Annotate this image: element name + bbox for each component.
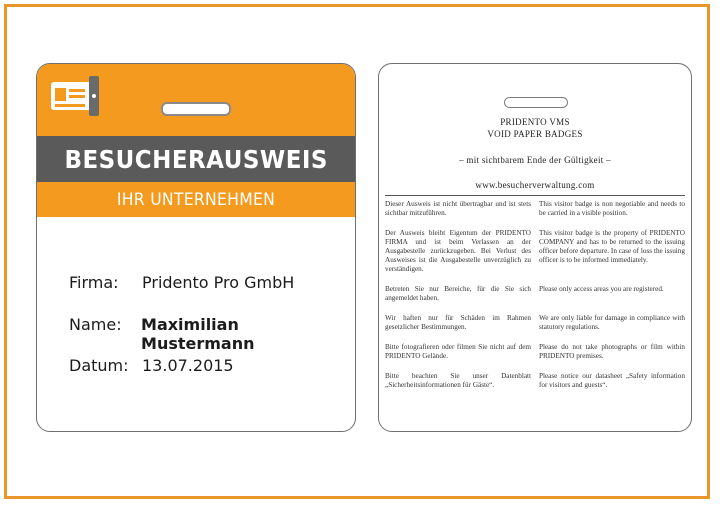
field-firma [69, 273, 294, 292]
field-label: Name: [69, 315, 122, 334]
back-header-line2: VOID PAPER BADGES [487, 129, 583, 139]
divider [385, 195, 685, 196]
terms-row [385, 200, 685, 218]
terms-de: Wir haften nur für Schäden im Rahmen gesetzlicher Bestimmungen. [385, 314, 531, 331]
terms-en: This visitor badge is the property of PRIDENTO COMPANY and has to be returned to the issuing officer before departure. In case of loss the issuing officer is to be informed immediately. [539, 229, 685, 264]
back-tagline: – mit sichtbarem Ende der Gültigkeit – [459, 155, 611, 165]
company-name: IHR UNTERNEHMEN [116, 189, 276, 210]
terms-en: Please do not take photographs or film within PRIDENTO premises. [539, 343, 685, 360]
field-value: Maximilian Mustermann [141, 315, 255, 353]
back-header-line1: PRIDENTO VMS [500, 117, 570, 127]
terms-en: Please only access areas you are registered. [539, 285, 664, 293]
title-band [37, 136, 355, 182]
badge-back [378, 63, 692, 432]
field-datum [69, 356, 234, 375]
badge-title: BESUCHERAUSWEIS [64, 144, 328, 174]
field-name [69, 315, 355, 353]
id-card-icon [43, 72, 101, 118]
field-value: Pridento Pro GmbH [142, 273, 295, 292]
field-label: Datum: [69, 356, 129, 375]
terms-row [385, 343, 685, 361]
field-label: Firma: [69, 273, 119, 292]
lanyard-slot [161, 102, 231, 116]
terms-en: Please notice our datasheet „Safety information for visitors and guests“. [539, 372, 685, 389]
terms-de: Dieser Ausweis ist nicht übertragbar und ist stets sichtbar mitzuführen. [385, 200, 531, 217]
terms-de: Bitte fotografieren oder filmen Sie nicht auf dem PRIDENTO Gelände. [385, 343, 531, 360]
terms-de: Betreten Sie nur Bereiche, für die Sie sich angemeldet haben. [385, 285, 531, 302]
terms-en: We are only liable for damage in compliance with statutory regulations. [539, 314, 685, 331]
field-value: 13.07.2015 [142, 356, 234, 375]
terms-row [385, 285, 685, 303]
terms-list [385, 200, 685, 401]
terms-row [385, 372, 685, 390]
terms-de: Bitte beachten Sie unser Datenblatt „Sicherheitsinformationen für Gäste“. [385, 372, 531, 389]
terms-row [385, 229, 685, 274]
terms-row [385, 314, 685, 332]
terms-en: This visitor badge is non negotiable and needs to be carried in a visible position. [539, 200, 685, 217]
badge-header [37, 64, 355, 136]
company-band [37, 182, 355, 217]
badge-front [36, 63, 356, 432]
back-website: www.besucherverwaltung.com [475, 180, 595, 190]
terms-de: Der Ausweis bleibt Eigentum der PRIDENTO FIRMA und ist beim Verlassen an der Ausgabestelle zurückzugeben. Bei Verlust des Ausweises ist die Ausgabestelle unverzüglich zu verständigen. [385, 229, 531, 273]
lanyard-slot [504, 97, 568, 108]
